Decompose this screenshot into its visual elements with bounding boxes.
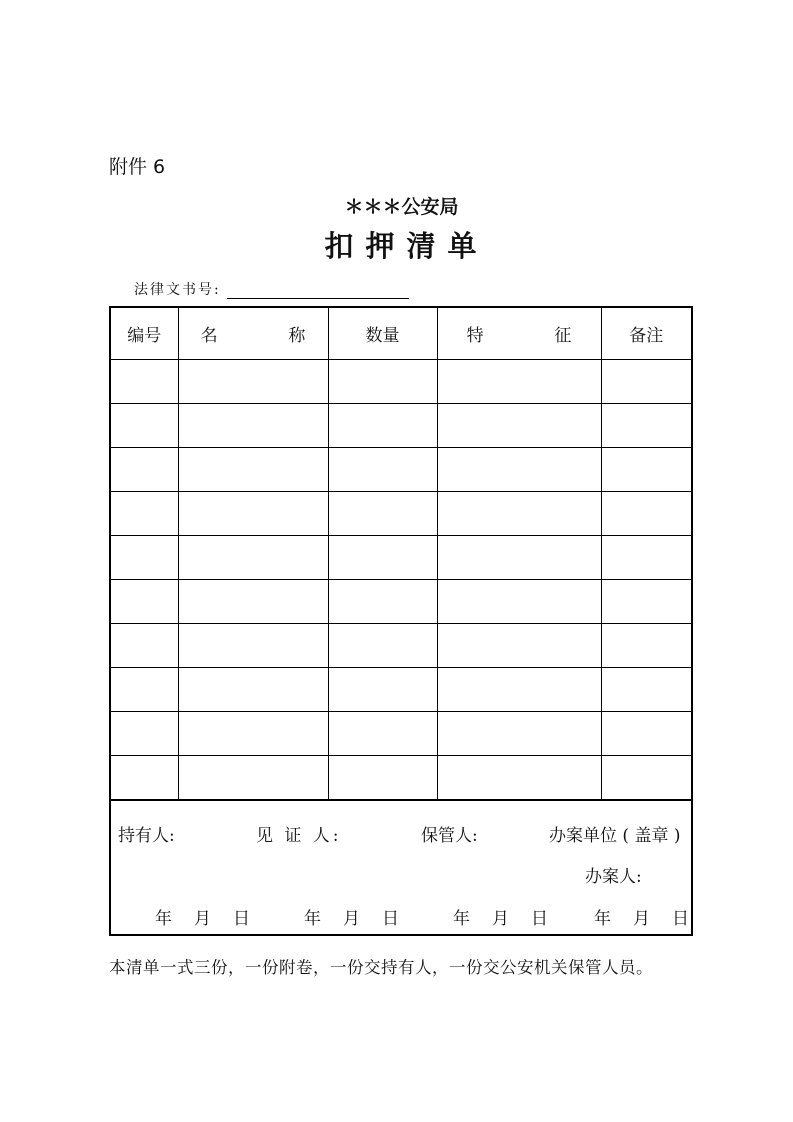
- attachment-label: 附件 6: [109, 156, 166, 178]
- table-cell[interactable]: [178, 492, 328, 536]
- table-cell[interactable]: [111, 756, 178, 800]
- table-cell[interactable]: [111, 536, 178, 580]
- table-row: [111, 756, 691, 800]
- custodian-label: 保管人:: [421, 826, 478, 846]
- table-row: [111, 536, 691, 580]
- table-row: [111, 360, 691, 404]
- table-cell[interactable]: [328, 448, 437, 492]
- table-cell[interactable]: [328, 580, 437, 624]
- doc-number-field[interactable]: [227, 283, 409, 299]
- table-cell[interactable]: [328, 624, 437, 668]
- table-cell[interactable]: [328, 360, 437, 404]
- table-cell[interactable]: [437, 624, 601, 668]
- column-header-number: 编号: [111, 308, 178, 360]
- table-cell[interactable]: [178, 580, 328, 624]
- holder-label: 持有人:: [118, 826, 175, 846]
- table-cell[interactable]: [601, 756, 691, 800]
- copies-note: 本清单一式三份，一份附卷，一份交持有人，一份交公安机关保管人员。: [109, 958, 653, 977]
- date-custodian: 年 月 日: [453, 909, 548, 929]
- table-cell[interactable]: [111, 448, 178, 492]
- table-cell[interactable]: [178, 536, 328, 580]
- table-cell[interactable]: [328, 492, 437, 536]
- table-row: [111, 712, 691, 756]
- column-header-name: 名 称: [178, 308, 328, 360]
- page-title: 扣押清单: [324, 229, 489, 263]
- table-cell[interactable]: [178, 668, 328, 712]
- signature-section: [111, 800, 691, 936]
- table-cell[interactable]: [328, 756, 437, 800]
- column-header-features: 特 征: [437, 308, 601, 360]
- agency-name: ＊＊＊公安局: [344, 196, 459, 218]
- table-cell[interactable]: [601, 404, 691, 448]
- table-header-row: [111, 308, 691, 360]
- seizure-list-table: [109, 306, 693, 936]
- table-cell[interactable]: [437, 580, 601, 624]
- table-cell[interactable]: [601, 492, 691, 536]
- table-cell[interactable]: [178, 712, 328, 756]
- table-cell[interactable]: [437, 668, 601, 712]
- table-cell[interactable]: [437, 404, 601, 448]
- table-cell[interactable]: [178, 756, 328, 800]
- table-cell[interactable]: [601, 448, 691, 492]
- table-row: [111, 668, 691, 712]
- table-cell[interactable]: [111, 492, 178, 536]
- table-row: [111, 404, 691, 448]
- doc-number-label: 法律文书号:: [134, 282, 221, 298]
- table-cell[interactable]: [437, 756, 601, 800]
- table-cell[interactable]: [437, 712, 601, 756]
- table-cell[interactable]: [178, 624, 328, 668]
- date-holder: 年 月 日: [155, 909, 250, 929]
- table-cell[interactable]: [437, 448, 601, 492]
- witness-label: 见 证 人:: [256, 826, 342, 846]
- table-cell[interactable]: [437, 536, 601, 580]
- table-cell[interactable]: [111, 712, 178, 756]
- table-cell[interactable]: [601, 580, 691, 624]
- table-cell[interactable]: [437, 360, 601, 404]
- table-row: [111, 580, 691, 624]
- handling-unit-seal-label: 办案单位 ( 盖章 ): [549, 826, 681, 846]
- table-cell[interactable]: [111, 360, 178, 404]
- table-cell[interactable]: [111, 668, 178, 712]
- table-cell[interactable]: [601, 668, 691, 712]
- table-cell[interactable]: [328, 404, 437, 448]
- doc-number-row: [134, 279, 409, 299]
- table-cell[interactable]: [601, 536, 691, 580]
- table-row: [111, 492, 691, 536]
- table-row: [111, 624, 691, 668]
- table-cell[interactable]: [437, 492, 601, 536]
- case-officer-label: 办案人:: [585, 867, 642, 887]
- date-handling-unit: 年 月 日: [594, 909, 689, 929]
- table-cell[interactable]: [601, 360, 691, 404]
- table-cell[interactable]: [328, 536, 437, 580]
- table-cell[interactable]: [178, 448, 328, 492]
- column-header-quantity: 数量: [328, 308, 437, 360]
- table-cell[interactable]: [178, 360, 328, 404]
- table-cell[interactable]: [178, 404, 328, 448]
- table-cell[interactable]: [111, 580, 178, 624]
- table-cell[interactable]: [328, 712, 437, 756]
- table-cell[interactable]: [328, 668, 437, 712]
- column-header-remarks: 备注: [601, 308, 691, 360]
- table-cell[interactable]: [601, 712, 691, 756]
- table-cell[interactable]: [601, 624, 691, 668]
- table-row: [111, 448, 691, 492]
- table-cell[interactable]: [111, 624, 178, 668]
- table-cell[interactable]: [111, 404, 178, 448]
- date-witness: 年 月 日: [304, 909, 399, 929]
